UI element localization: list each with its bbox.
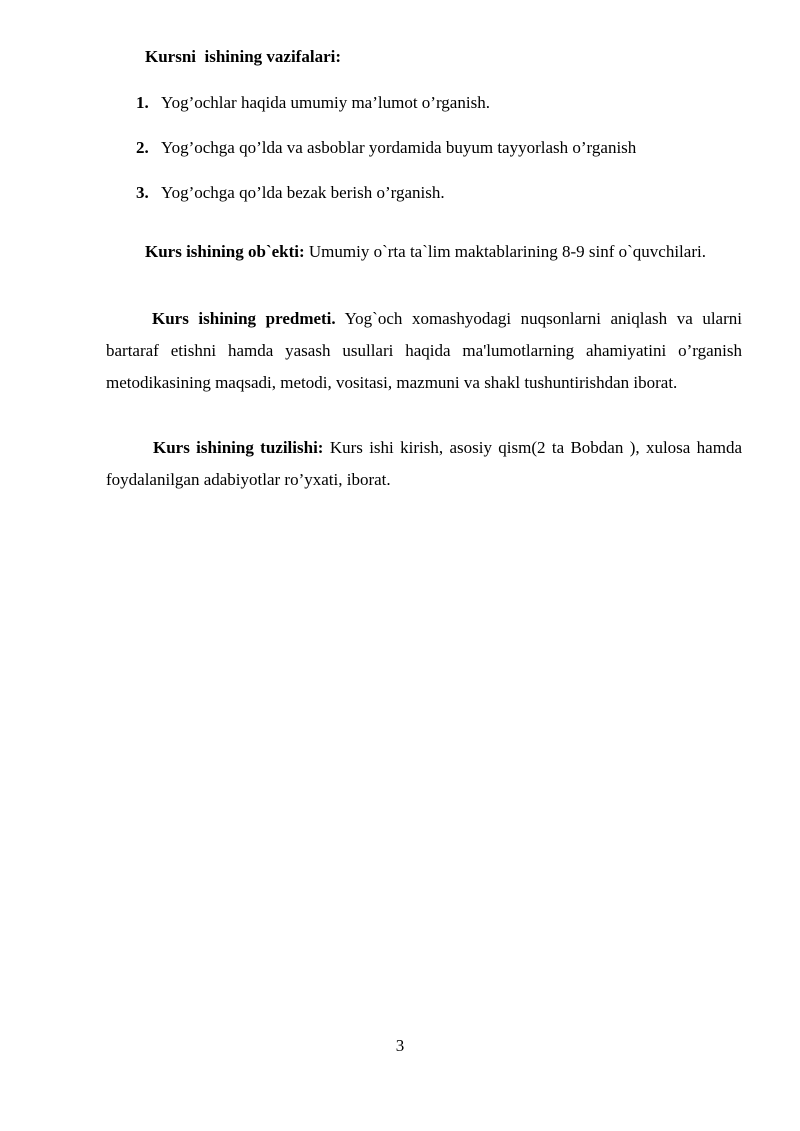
tasks-list: [136, 92, 636, 227]
list-item-text: Yog’ochga qo’lda bezak berish o’rganish.: [161, 183, 445, 202]
list-item: [136, 137, 636, 182]
list-item-text: Yog’ochga qo’lda va asboblar yordamida buyum tayyorlash o’rganish: [161, 138, 637, 157]
structure-text: Kurs ishi kirish, asosiy qism(2 ta Bobdan ), xulosa hamda foydalanilgan adabiyotlar ro’yxati, iborat.: [106, 438, 742, 489]
subject-label: Kurs ishining predmeti.: [152, 309, 336, 328]
object-label: Kurs ishining ob`ekti:: [145, 242, 305, 261]
subject-text: Yog`och xomashyodagi nuqsonlarni aniqlash va ularni bartaraf etishni hamda yasash usullari haqida ma'lumotlarning ahamiyatini o’rganish metodikasining maqsadi, metodi, vositasi, mazmuni va shakl tushuntirishdan iborat.: [106, 309, 742, 392]
list-item-number: 2.: [136, 138, 149, 157]
object-text: Umumiy o`rta ta`lim maktablarining 8-9 sinf o`quvchilari.: [304, 242, 706, 261]
list-item-text: Yog’ochlar haqida umumiy ma’lumot o’rganish.: [161, 93, 490, 112]
list-item-number: 3.: [136, 183, 149, 202]
object-paragraph: [106, 236, 742, 268]
subject-paragraph: [106, 303, 742, 399]
structure-paragraph: [106, 432, 742, 496]
structure-label: Kurs ishining tuzilishi:: [153, 438, 324, 457]
section-heading: Kursni ishining vazifalari:: [145, 47, 341, 66]
page-number: 3: [395, 1036, 405, 1055]
list-item: [136, 182, 636, 227]
list-item-number: 1.: [136, 93, 149, 112]
list-item: [136, 92, 636, 137]
